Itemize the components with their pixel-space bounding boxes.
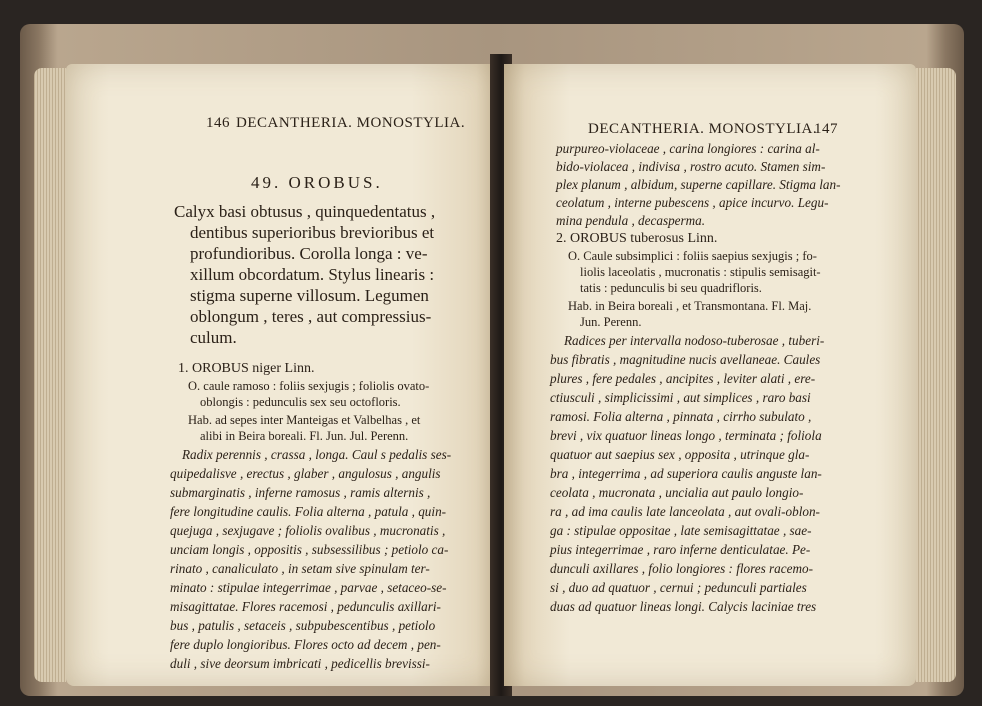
running-head-right: DECANTHERIA. MONOSTYLIA. [588,121,818,137]
text-line: xillum obcordatum. Stylus linearis : [190,265,435,284]
text-line: bus fibratis , magnitudine nucis avellaneae. Caules [550,352,821,367]
text-line: fere duplo longioribus. Flores octo ad decem , pen- [170,637,441,652]
text-line: pius integerrimae , raro inferne denticulatae. Pe- [550,542,811,557]
page-number-left: 146 [206,115,230,131]
text-line: quipedalisve , erectus , glaber , angulosus , angulis [170,466,441,481]
habitat2-line: Hab. in Beira boreali , et Transmontana. Fl. Maj. [568,299,812,313]
text-line: dentibus superioribus brevioribus et [190,223,435,242]
habitat-line: Hab. ad sepes inter Manteigas et Valbelhas , et [188,413,421,427]
text-line: bra , integerrima , ad superiora caulis anguste lan- [550,466,822,481]
text-line: quejuga , sexjugave ; foliolis ovalibus , mucronatis , [170,523,446,538]
page-edges-right [916,68,956,682]
text-line: dunculi axillares , folio longiores : flores racemo- [550,561,813,576]
text-line: profundioribus. Corolla longa : ve- [190,244,428,263]
text-line: fere longitudine caulis. Folia alterna , patula , quin- [170,504,447,519]
diagnosis2-line: liolis laceolatis , mucronatis : stipulis semisagit- [580,265,821,279]
text-line: stigma superne villosum. Legumen [190,286,429,305]
text-line: culum. [190,328,237,347]
text-line: bido-violacea , indivisa , rostro acuto. Stamen sim- [556,159,826,174]
text-line: ctiusculi , simplicissimi , aut simplices , raro basi [550,390,811,405]
species2-heading: 2. OROBUS tuberosus Linn. [556,231,718,246]
text-line: oblongum , teres , aut compressius- [190,307,432,326]
text-line: brevi , vix quatuor lineas longo , terminata ; foliola [550,428,822,443]
text-line: misagittatae. Flores racemosi , pedunculis axillari- [170,599,441,614]
text-line: quatuor aut saepius sex , opposita , utrinque gla- [550,447,810,462]
text-line: mina pendula , decasperma. [556,213,706,228]
left-page [66,64,498,686]
text-line: submarginatis , inferne ramosus , ramis alternis , [170,485,431,500]
text-line: ga : stipulae oppositae , late semisagittatae , sae- [550,523,812,538]
habitat-line: alibi in Beira boreali. Fl. Jun. Jul. Perenn. [200,429,409,443]
text-line: Radices per intervalla nodoso-tuberosae , tuberi- [564,333,825,348]
page-edges-left [34,68,66,682]
text-line: plex planum , albidum, superne capillare. Stigma lan- [556,177,841,192]
text-line: ra , ad ima caulis late lanceolata , aut ovali-oblon- [550,504,820,519]
book [20,24,964,696]
text-line: rinato , canaliculato , in setam sive spinulam ter- [170,561,430,576]
text-line: ramosi. Folia alterna , pinnata , cirrho subulato , [550,409,812,424]
text-line: Radix perennis , crassa , longa. Caul s pedalis ses- [182,447,452,462]
species-heading: 1. OROBUS niger Linn. [178,361,315,376]
text-line: ceolatum , interne pubescens , apice incurvo. Legu- [556,195,829,210]
text-line: bus , patulis , setaceis , subpubescentibus , petiolo [170,618,436,633]
page-number-right: 147 [814,121,838,137]
text-line: duas ad quatuor lineas longi. Calycis laciniae tres [550,599,817,614]
text-line: minato : stipulae integerrimae , parvae , setaceo-se- [170,580,447,595]
text-line: purpureo-violaceae , carina longiores : carina al- [556,141,820,156]
diagnosis2-line: O. Caule subsimplici : foliis saepius sexjugis ; fo- [568,249,817,263]
diagnosis-line: O. caule ramoso : foliis sexjugis ; foliolis ovato- [188,379,430,393]
genus-heading: 49. OROBUS. [251,173,383,192]
right-page [504,64,916,686]
running-head-left: DECANTHERIA. MONOSTYLIA. [236,115,466,131]
text-line: ceolata , mucronata , uncialia aut paulo longio- [550,485,804,500]
habitat2-line: Jun. Perenn. [580,315,642,329]
text-line: unciam longis , oppositis , subsessilibus ; petiolo ca- [170,542,449,557]
text-line: duli , sive deorsum imbricati , pedicellis brevissi- [170,656,430,671]
text-line: plures , fere pedales , ancipites , leviter alati , ere- [550,371,816,386]
text-line: Calyx basi obtusus , quinquedentatus , [174,202,436,221]
text-line: si , duo ad quatuor , cernui ; pedunculi partiales [550,580,807,595]
diagnosis2-line: tatis : pedunculis bi seu quadrifloris. [580,281,762,295]
diagnosis-line: oblongis : pedunculis sex seu octofloris. [200,395,401,409]
